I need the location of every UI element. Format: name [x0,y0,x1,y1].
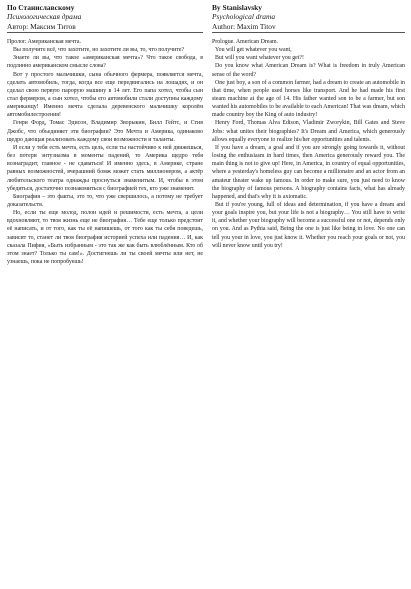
russian-paragraph: Вот у простого мальчишки, сына обычного фермера, появляется мечта, сделать автомобиль, тогда, когда все еще передвигались на лошадях, и он сделал свою первую парорую машину в 14 лет. Его папа хотел, чтобы сын стал фермером, а сын хотел, чтобы его автомобили стали доступны каждому американцу! Именно мечта сделала деревенского мальчишку королём автомобилестроения! [7,71,203,119]
english-paragraph: If you have a dream, a goal and if you are strongly going towards it, without losing the enthusiasm in hard times, then America generously reward you. The main thing is not to give up! Here, in America, in country of equal opportunities, where a yesterday's homeless guy can become a millionaire and an actor from an amateur theater wake up famous. In order to make sure, you just need to know the biography of famous persons. A biography contains facts, what has already happened, and that's why it is axiomatic. [212,144,405,200]
english-paragraph: One just boy, a son of a common farmer, had a dream to create an automobile in that time, when people used horses like transport. And he had made his first steam machine at the age of 14. His father wanted son to be a farmer, but son wanted his automobiles to be available to each American! That was dream, which made country boy the King of auto industry! [212,79,405,119]
english-genre: Psychological drama [212,12,276,22]
english-paragraph: Henry Ford, Thomas Alva Edison, Vladimir Zworykin, Bill Gates and Steve Jobs: what unites their biographies? It's Dream and America, which generously allows equally everyone to realize his/her opportunities and talents. [212,120,405,143]
english-header [212,3,405,31]
english-author: Author: Maxim Titov [212,21,276,31]
russian-column [7,3,203,266]
russian-genre: Психологическая драма [7,12,82,22]
russian-title: По Станиславскому [7,3,75,12]
russian-paragraph: Генри Форд, Томас Эдисон, Владимир Зворыкин, Билл Гейтс, и Стив Джобс, что объединяет эти биографии? Это Мечта и Америка, одинаково щедро дающая реализовать каждому свои возможности и таланты. [7,120,203,143]
english-body [212,38,405,250]
russian-paragraph: И если у тебя есть мечта, есть цель, если ты настойчиво к ней движешься, без потери энтузиазма в моменты падений, то Америка щедро тебя вознаградит, главное - не сдаваться! И именно здесь, в Америке, стране равных возможностей, вчерашний бомж может стать миллионером, а актёр любительского театра однажды проснуться знаменитым. И, чтобы в этом убедиться, достаточно познакомиться с биографией тех, кто уже знаменит. [7,144,203,192]
russian-paragraph: Вы получите всё, что захотите, но захотите ли вы, то, что получите? [13,47,185,54]
english-paragraph: But will you want whatever you get?! [215,55,304,62]
english-column [212,3,405,250]
russian-paragraph: Знаете ли вы, что такое «американская мечта»? Что такое свобода, в подлинно американском смысле слова? [7,55,203,70]
russian-header [7,3,203,31]
russian-author: Автор: Максим Титов [7,21,76,31]
russian-paragraph: Биография – это факты, это то, что уже свершилось, а потому не требует доказательств. [7,193,203,209]
russian-paragraph: Пролог. Американская мечта. [7,38,81,45]
english-paragraph: Do you know what American Dream is? What is freedom in truly American sense of the word? [212,63,405,78]
russian-paragraph: Но, если ты еще молод, полон идей и решимости, есть мечта, а цели вдохновляют, то твоя жизнь еще не биография… Тебе еще только предстоит её написать, и от того, как ты её напишешь, от того как ты себя поведешь, зависит то, станет ли твоя биография историей успеха или падения… И, как сказала Пифия, «Быть избранным - это так же как быть влюблённым. Кто об этом знает? Только ты сам!». Достигнешь ли ты своей мечты или нет, не узнаешь, пока не попробуешь! [7,210,203,266]
english-paragraph: Prologue. American Dream. [212,38,279,45]
english-paragraph: You will get whatever you want, [215,47,292,54]
russian-body [7,38,203,266]
english-title: By Stanislavsky [212,3,262,12]
english-paragraph: But if you're young, full of ideas and determination, if you have a dream and your goals inspire you, but your life is not a biography… You still have to write it, and whether your biography will become a successful one or not, depends only on you. And as Pythia said, Being the one is just like being in love. No one can tell you your in love, you just know it. Whether you reach your goals or not, you will never know until you try! [212,202,405,249]
